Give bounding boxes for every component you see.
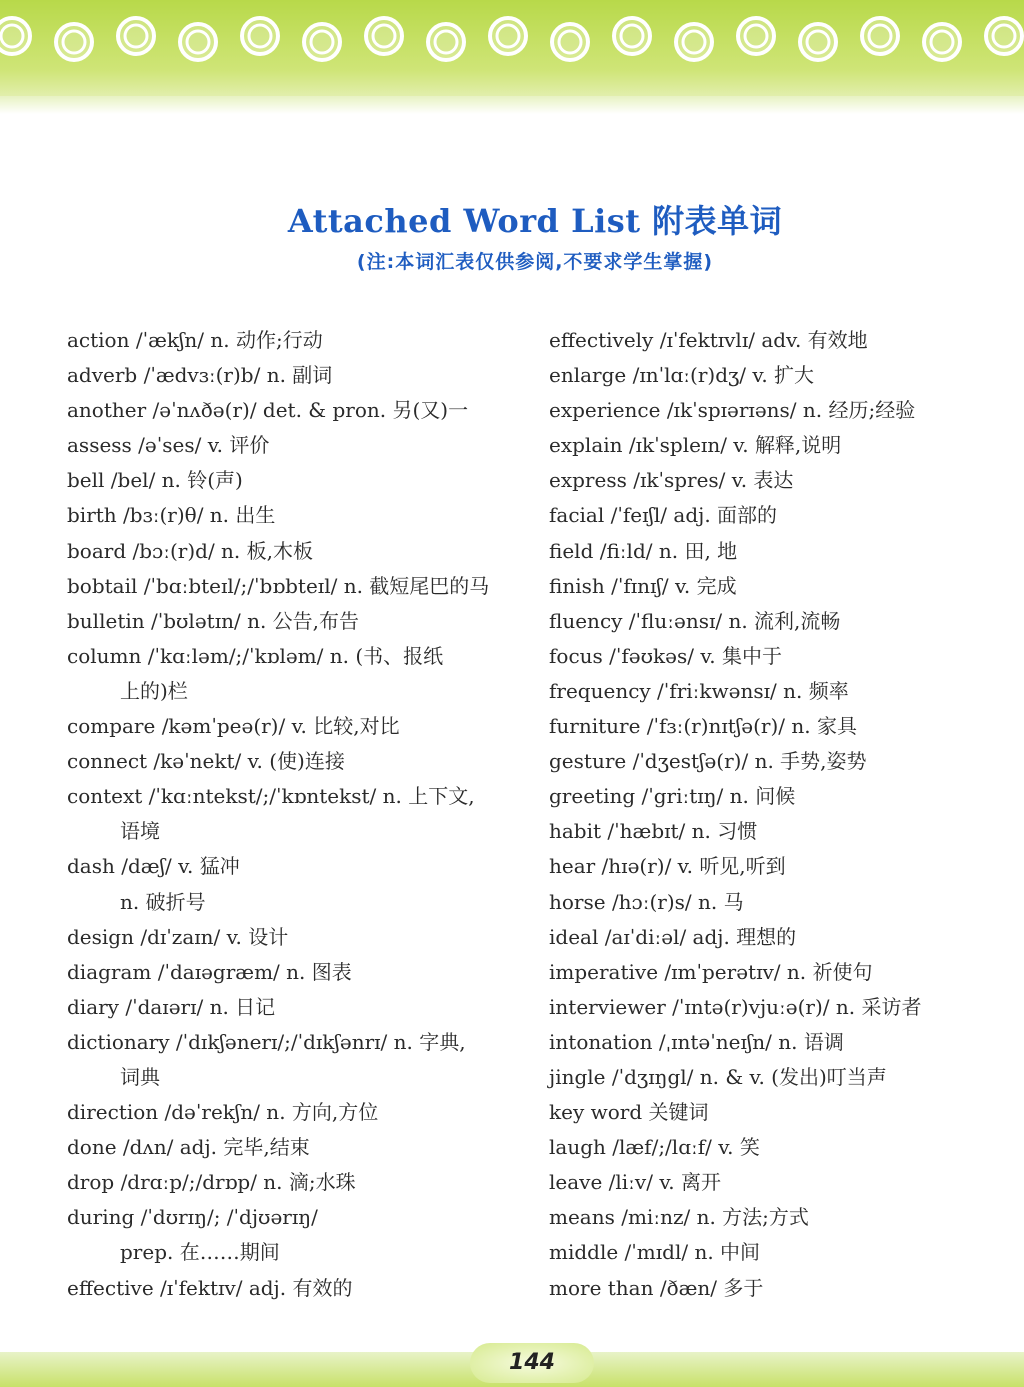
word-entry: design /dɪˈzaɪn/ v. 设计 — [67, 924, 289, 949]
ring-decoration — [738, 18, 774, 54]
ring-decoration — [242, 18, 278, 54]
word-entry: focus /ˈfəʊkəs/ v. 集中于 — [549, 643, 782, 668]
word-entry: bobtail /ˈbɑːbteɪl/;/ˈbɒbteɪl/ n. 截短尾巴的马 — [67, 573, 490, 598]
ring-decoration — [118, 18, 154, 54]
word-entry: facial /ˈfeɪʃl/ adj. 面部的 — [549, 503, 778, 528]
word-entry: action /ˈækʃn/ n. 动作;行动 — [67, 328, 323, 352]
ring-decoration — [56, 24, 92, 60]
word-entry: furniture /ˈfɜː(r)nɪtʃə(r)/ n. 家具 — [549, 714, 857, 739]
word-entry: gesture /ˈdʒestʃə(r)/ n. 手势,姿势 — [549, 749, 867, 774]
word-entry: board /bɔː(r)d/ n. 板,木板 — [67, 538, 313, 563]
word-entry: bell /bel/ n. 铃(声) — [67, 468, 243, 493]
word-entry: interviewer /ˈɪntə(r)vjuːə(r)/ n. 采访者 — [549, 994, 922, 1019]
ring-decoration — [676, 24, 712, 60]
ring-decoration — [366, 18, 402, 54]
word-entry: dash /dæʃ/ v. 猛冲 — [67, 854, 240, 879]
word-entry-continuation: 上的)栏 — [120, 678, 188, 703]
ring-decoration — [924, 24, 960, 60]
word-entry: diary /ˈdaɪərɪ/ n. 日记 — [67, 994, 276, 1019]
word-entry: diagram /ˈdaɪəgræm/ n. 图表 — [67, 959, 352, 984]
word-entry: laugh /læf/;/lɑːf/ v. 笑 — [549, 1135, 760, 1160]
page-number: 144 — [470, 1343, 594, 1383]
word-entry: assess /əˈses/ v. 评价 — [67, 433, 270, 458]
word-entry: effectively /ɪˈfektɪvlɪ/ adv. 有效地 — [549, 328, 868, 352]
word-entry: adverb /ˈædvɜː(r)b/ n. 副词 — [67, 363, 333, 388]
word-entry-continuation: 语境 — [120, 819, 160, 844]
word-entry: another /əˈnʌðə(r)/ det. & pron. 另(又)一 — [67, 398, 469, 423]
ring-decoration — [862, 18, 898, 54]
word-entry: intonation /ˌɪntəˈneɪʃn/ n. 语调 — [549, 1029, 844, 1054]
word-list-right-column — [549, 323, 999, 1306]
page-subtitle: (注:本词汇表仅供参阅,不要求学生掌握) — [356, 251, 714, 273]
word-entry: habit /ˈhæbɪt/ n. 习惯 — [549, 819, 758, 844]
ring-decoration — [490, 18, 526, 54]
word-entry: connect /kəˈnekt/ v. (使)连接 — [67, 749, 345, 774]
word-entry: means /miːnz/ n. 方法;方式 — [549, 1205, 809, 1230]
word-entry: express /ɪkˈspres/ v. 表达 — [549, 468, 794, 493]
word-entry-continuation: 词典 — [120, 1064, 160, 1089]
word-entry: birth /bɜː(r)θ/ n. 出生 — [67, 503, 276, 528]
word-entry: fluency /ˈfluːənsɪ/ n. 流利,流畅 — [549, 608, 841, 633]
word-entry: imperative /ɪmˈperətɪv/ n. 祈使句 — [549, 959, 873, 984]
word-entry: direction /dəˈrekʃn/ n. 方向,方位 — [67, 1100, 379, 1125]
ring-decoration — [800, 24, 836, 60]
word-entry-continuation: n. 破折号 — [120, 889, 206, 914]
word-entry: key word 关键词 — [549, 1100, 709, 1125]
word-entry: jingle /ˈdʒɪŋgl/ n. & v. (发出)叮当声 — [549, 1064, 887, 1089]
ring-decoration — [552, 24, 588, 60]
word-entry: ideal /aɪˈdiːəl/ adj. 理想的 — [549, 924, 797, 949]
ring-decoration — [986, 18, 1022, 54]
word-entry: compare /kəmˈpeə(r)/ v. 比较,对比 — [67, 714, 400, 739]
word-entry: frequency /ˈfriːkwənsɪ/ n. 频率 — [549, 678, 849, 703]
word-entry: greeting /ˈgriːtɪŋ/ n. 问候 — [549, 784, 796, 809]
word-entry: field /fiːld/ n. 田, 地 — [549, 538, 738, 563]
ring-decoration — [0, 18, 30, 54]
word-entry: more than /ðæn/ 多于 — [549, 1275, 764, 1300]
word-entry: done /dʌn/ adj. 完毕,结束 — [67, 1135, 310, 1160]
ring-decoration — [180, 24, 216, 60]
word-entry: drop /drɑːp/;/drɒp/ n. 滴;水珠 — [67, 1170, 356, 1195]
ring-decoration — [614, 18, 650, 54]
decorative-top-band — [0, 0, 1024, 100]
word-entry: column /ˈkɑːləm/;/ˈkɒləm/ n. (书、报纸 — [67, 643, 444, 668]
word-entry: horse /hɔː(r)s/ n. 马 — [549, 889, 744, 914]
word-entry: explain /ɪkˈspleɪn/ v. 解释,说明 — [549, 433, 842, 458]
word-entry: experience /ɪkˈspɪərɪəns/ n. 经历;经验 — [549, 398, 916, 423]
word-entry: bulletin /ˈbʊlətɪn/ n. 公告,布告 — [67, 608, 360, 633]
page-title: Attached Word List 附表单词 — [287, 202, 783, 240]
ring-decoration — [428, 24, 464, 60]
ring-pattern-decoration — [0, 12, 1024, 72]
word-entry: during /ˈdʊrɪŋ/; /ˈdjʊərɪŋ/ — [67, 1205, 318, 1230]
word-list-left-column — [67, 323, 517, 1306]
word-entry: effective /ɪˈfektɪv/ adj. 有效的 — [67, 1275, 353, 1300]
word-entry: finish /ˈfɪnɪʃ/ v. 完成 — [549, 573, 737, 598]
word-entry: dictionary /ˈdɪkʃənerɪ/;/ˈdɪkʃənrɪ/ n. 字典, — [67, 1029, 466, 1054]
band-fade — [0, 96, 1024, 114]
word-entry: context /ˈkɑːntekst/;/ˈkɒntekst/ n. 上下文, — [67, 784, 475, 809]
ring-decoration — [304, 24, 340, 60]
word-entry: middle /ˈmɪdl/ n. 中间 — [549, 1240, 761, 1265]
word-entry: leave /liːv/ v. 离开 — [549, 1170, 721, 1195]
word-entry: hear /hɪə(r)/ v. 听见,听到 — [549, 854, 786, 879]
word-entry: enlarge /ɪnˈlɑː(r)dʒ/ v. 扩大 — [549, 363, 815, 388]
word-entry-continuation: prep. 在……期间 — [120, 1240, 280, 1265]
